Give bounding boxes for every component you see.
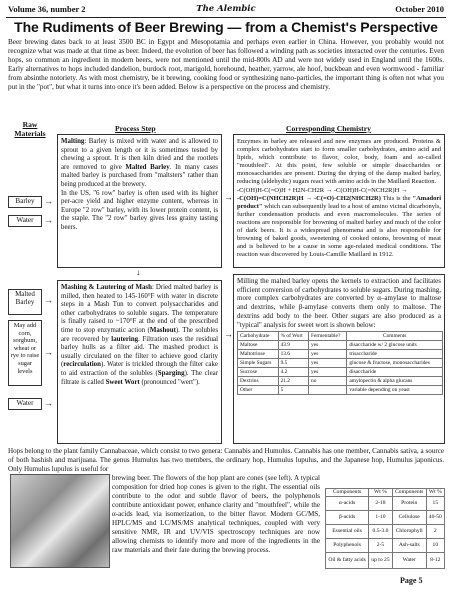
mashing-text-5: ). The clear filtrate is called [61,369,219,386]
table-cell: Other [238,386,279,395]
table-cell: yes [309,368,347,377]
table-row [326,552,445,568]
table-cell: Ash-salts [392,538,426,552]
chem1-paragraph-2: which can subsequently lead to a host of amino vicinal dicarbonyls, further condensation products and even macromolecules. The series of reactions are responsible for browning of malted barley and much of the color of dark beers. It is a widespread phenomena and is also responsible for browning of baked goods, sweetening of cooked onions, browning of meat and is believed to be a cause in some age-related medical conditions. The reaction was discovered by Louis-Camille Maillard in 1912. [237,202,441,259]
table-row [238,341,443,350]
table-cell: Dextrins [238,377,279,386]
raw-materials-heading: Raw Materials [14,120,46,138]
table-cell: 10 [426,538,444,552]
process-step-heading: Process Step [115,124,156,133]
page-header [8,4,444,16]
arrow-right-icon: → [44,398,53,408]
recirculation-term: recirculation [63,361,101,369]
table-cell: β-acids [326,510,369,524]
table-cell: 43.9 [278,341,308,350]
table-cell: yes [309,341,347,350]
table-row [326,524,445,538]
arrow-right-icon: → [44,347,53,357]
hops-paragraph: Hops belong to the plant family Cannabaceae, which consist to two genera: Cannabis and Humulus. Cannabis has one member, Cannabis sativa, a source of both hashish and marijuana. The genus Humulus has two members, the ordinary hop, Humulus lupulus, and the Japanese hop, Humulus japonicus. Only Humulus lupulus is useful for [8,447,444,473]
table-cell: disaccharide w/ 2 glucose units [347,341,443,350]
mashing-text-6: (pronounced "wert"). [139,378,200,386]
table-cell: 2-5 [369,538,393,552]
malting-text-2: . In many cases malted barley is purchased from "maltsters" rather than being produced at the brewery. [61,163,218,188]
table-cell: 40-50 [426,510,444,524]
equation-line-1: -C(OH)H-C(=O)H + H2N-CH2R → -C(OH)H-C(=NCH2R)H → [237,186,408,194]
table-header: Comments [347,332,443,341]
lautering-term: lautering [111,335,139,343]
table-row [238,350,443,359]
table-header: % of Wort [278,332,308,341]
table-cell: Cellulose [392,510,426,524]
mashout-term: Mashout [149,326,176,334]
table-cell: Essential oils [326,524,369,538]
table-header: Wt % [426,489,444,497]
table-cell: 5 [278,386,308,395]
chem2-paragraph: Milling the malted barley opens the kernels to extraction and facilitates efficient conversion of carbohydrates to soluble sugars. During mashing, more complex carbohydrates are converted by α–amylase to maltose and dextrins, while β-amylase converts them only to maltose. The dextrins add body to the beer. Other sugars are also produced as a "typical" analysis for sweet wort is shown below: [237,277,441,329]
table-cell: 2 [426,524,444,538]
masthead: The Alembic [196,4,256,14]
table-cell: 15 [426,496,444,510]
table-cell: 9.5 [278,359,308,368]
hop-cones-photo [10,474,110,568]
arrow-right-icon: → [44,196,53,206]
table-cell: 8-12 [426,552,444,568]
table-header-row [326,489,445,497]
table-header: Components [392,489,426,497]
mashing-step [57,280,222,444]
table-row [238,359,443,368]
issue-date: October 2010 [395,4,444,14]
arrow-right-icon: → [224,192,233,202]
volume-label: Volume 36, number 2 [8,4,86,14]
malting-lead: Malting [61,138,85,145]
hop-composition-table [325,488,445,569]
table-header: Carbohydrate [238,332,279,341]
raw-malted-barley: Malted Barley [8,289,42,315]
table-cell [309,386,347,395]
table-cell: 4.2 [278,368,308,377]
arrow-right-icon: → [224,329,233,339]
table-cell: Maltose [238,341,279,350]
chemistry-heading: Corresponding Chemistry [286,124,371,133]
table-cell: α-acids [326,496,369,510]
table-cell: Oil & fatty acids [326,552,369,568]
table-cell: no [309,377,347,386]
equation-tail: This is the [380,194,411,202]
maillard-chemistry [233,134,445,268]
amadori-term: "Amadori product" [237,194,442,210]
table-cell: up to 25 [369,552,393,568]
table-cell: yes [309,359,347,368]
arrow-down-icon: ↓ [136,267,141,277]
sweet-wort-table [237,331,443,395]
table-cell: 2-18 [369,496,393,510]
table-cell: Chlorophyll [392,524,426,538]
table-header: Wt % [369,489,393,497]
table-cell: 0.5-3.0 [369,524,393,538]
table-cell: 21.2 [278,377,308,386]
raw-water: Water [8,215,42,227]
table-header: Fermentable? [309,332,347,341]
article-title: The Rudiments of Beer Brewing — from a Chemist's Perspective [14,19,438,35]
table-cell: glucose & fructose, monosaccharides [347,359,443,368]
table-row [326,496,445,510]
table-header: Components [326,489,369,497]
table-cell: amylopectin & alpha glucans [347,377,443,386]
table-cell: disaccharide [347,368,443,377]
chem1-paragraph: Enzymes in barley are released and new enzymes are produced. Proteins & complex carbohydrates start to form smaller carbohydrates, amino acid and lipids, which contribute to flavor, color, body, foam and so-called "mouthfeel". At this point, few soluble or simple disaccharides or monosaccharides are present. During the drying of the damp malted barley, reducing (aldehydic) sugars react with amino acids in the Maillard Reaction. [237,138,441,186]
mashing-text-2: ). The solubles are recovered by [61,326,219,343]
raw-adjuncts: May add corn, sorghum, wheat or rye to raise sugar levels [8,320,42,386]
table-cell: Simple Sugars [238,359,279,368]
mashing-text-3: . Filtration uses the residual barley hulls as a filter aid. The mashed product is usually circulated on the filter to achieve good clarity ( [61,335,218,369]
table-row [238,377,443,386]
table-cell: Water [392,552,426,568]
mashing-chemistry [233,274,445,444]
raw-water-2: Water [8,398,42,410]
table-cell: Sucrose [238,368,279,377]
table-cell: 13.6 [278,350,308,359]
page-number: Page 5 [400,576,423,585]
sweet-wort-term: Sweet Wort [105,378,140,386]
table-cell: Maltotriose [238,350,279,359]
table-cell: trisaccharide [347,350,443,359]
table-cell: variable depending on yeast [347,386,443,395]
malting-text: : Barley is mixed with water and is allowed to sprout to a given length or it is sometimes tested by chewing a sprout. It is then kiln dried and the rootlets are removed to give [61,138,218,171]
malting-step [57,134,222,268]
arrow-right-icon: → [44,215,53,225]
table-row [238,368,443,377]
mashing-text: : Dried malted barley is milled, then heated to 145-160°F with water in discrete steps in a Mash Tun to convert polysaccharides and other carbohydrates to soluble sugars. The temperature is finally raised to ~170°F at the end of the prescribed time to stop enzymatic action ( [61,284,218,334]
table-row [326,538,445,552]
table-row [238,386,443,395]
table-cell: 1-10 [369,510,393,524]
mashing-lead: Mashing & Lautering of Mash [61,284,152,291]
raw-barley: Barley [8,196,42,208]
intro-paragraph: Beer brewing dates back to at least 3500 BC in Egypt and Mesopotamia and perhaps even earlier in China. However, you probably would not recognize what was made at that time as beer. Indeed, the evolution of beer has followed a winding path as societies interacted over the centuries. Even hops, so common an ingredient in modern beers, were not mentioned until the mid-800s AD and were not widely used in England until the 1600s. Early alternatives to hops included dandelion, burdock root, marigold, horehound, heather, yarrow, ale hoof, buckbean and even wormwood - familiar from absinthe notoriety. As with most chemistry, be it brewing, cooking food or synthesizing nano-particles, the important thing is often not what you put in the "pot", but what it turns into once it's been added. Below is a perspective on the process and chemistry. [8,38,444,92]
table-cell: Polyphenols [326,538,369,552]
malting-text-3: In the US, "6 row" barley is often used with its higher per-acre yield and higher enzyme content, whereas in Europe "2 row" barley, with its lower protein content, is the staple. The "2 row" barley gives less grainy tasting beers. [61,189,218,231]
arrow-right-icon: → [44,295,53,305]
hops-paragraph-2: brewing beer. The flowers of the hop plant are cones (see left). A typical composition for dried hop cones is given to the right. The essential oils contribute to the odor and subtle flavor of beers, the polyphenols contribute antioxidant power, enhance clarity and "mouthfeel", while the α-acids lead, via isomerization, to the bitter flavor. Modern GC/MS, HPLC/MS and LC/MS/MS analytical techniques, coupled with very sensitive NMR, IR and UV/VIS spectroscopy techniques are now allowing chemists to identify more and more of the ingredients in the raw materials and their fate during the brewing process. [112,474,320,554]
header-rule [6,17,446,18]
table-cell: Protein [392,496,426,510]
malted-barley-term: Malted Barley [125,163,170,171]
sparging-term: Sparging [157,369,185,377]
table-header-row [238,332,443,341]
table-row [326,510,445,524]
mashing-text-4: ). Water is trickled through the filter cake to aid extraction of the solubles ( [61,361,218,377]
equation-line-2: -C(OH)=C(NHCH2R)H → -C(=O)-CH2(NHCH2R) [237,194,381,202]
table-cell: yes [309,350,347,359]
